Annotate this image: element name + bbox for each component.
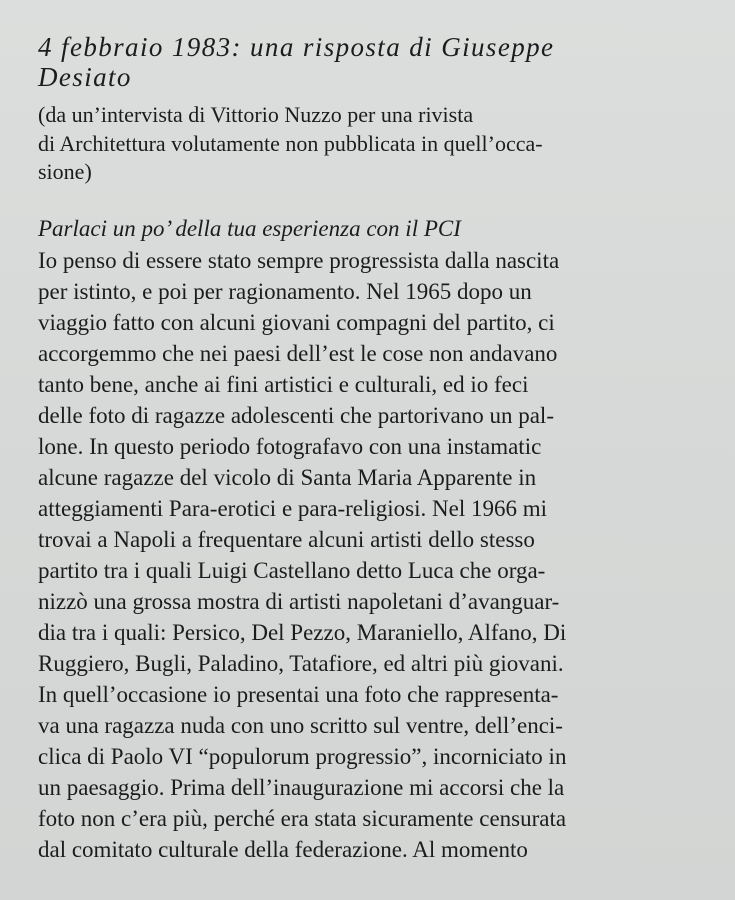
answer-line: lone. In questo periodo fotografavo con una instamatic — [38, 434, 542, 459]
answer-line: un paesaggio. Prima dell’inaugurazione mi accorsi che la — [38, 775, 565, 800]
answer-line: nizzò una grossa mostra di artisti napoletani d’avanguar- — [38, 589, 560, 614]
answer-line: Io penso di essere stato sempre progressista dalla nascita — [38, 248, 560, 273]
answer-line: clica di Paolo VI “populorum progressio”, incorniciato in — [38, 744, 567, 769]
answer-line: viaggio fatto con alcuni giovani compagni del partito, ci — [38, 310, 555, 335]
subtitle-line: di Architettura volutamente non pubblicata in quell’occa- — [38, 131, 543, 156]
answer-line: dal comitato culturale della federazione. Al momento — [38, 837, 528, 862]
answer-line: alcune ragazze del vicolo di Santa Maria Apparente in — [38, 465, 537, 490]
answer-line: tanto bene, anche ai fini artistici e culturali, ed io feci — [38, 372, 529, 397]
answer-line: atteggiamenti Para-erotici e para-religiosi. Nel 1966 mi — [38, 496, 548, 521]
subtitle-line: (da un’intervista di Vittorio Nuzzo per una rivista — [38, 102, 474, 127]
subtitle-line: sione) — [38, 159, 92, 184]
title-line: 4 febbraio 1983: una risposta di Giuseppe — [38, 32, 555, 62]
answer-line: Ruggiero, Bugli, Paladino, Tatafiore, ed altri più giovani. — [38, 651, 564, 676]
answer-line: partito tra i quali Luigi Castellano detto Luca che orga- — [38, 558, 546, 583]
title-line: Desiato — [38, 62, 132, 92]
interview-question: Parlaci un po’ della tua esperienza con il PCI — [38, 216, 461, 241]
answer-line: In quell’occasione io presentai una foto che rappresenta- — [38, 682, 559, 707]
answer-line: delle foto di ragazze adolescenti che partorivano un pal- — [38, 403, 554, 428]
answer-line: va una ragazza nuda con uno scritto sul ventre, dell’enci- — [38, 713, 563, 738]
answer-line: accorgemmo che nei paesi dell’est le cose non andavano — [38, 341, 558, 366]
answer-line: dia tra i quali: Persico, Del Pezzo, Maraniello, Alfano, Di — [38, 620, 567, 645]
answer-line: per istinto, e poi per ragionamento. Nel 1965 dopo un — [38, 279, 532, 304]
answer-line: foto non c’era più, perché era stata sicuramente censurata — [38, 806, 567, 831]
answer-line: trovai a Napoli a frequentare alcuni artisti dello stesso — [38, 527, 535, 552]
